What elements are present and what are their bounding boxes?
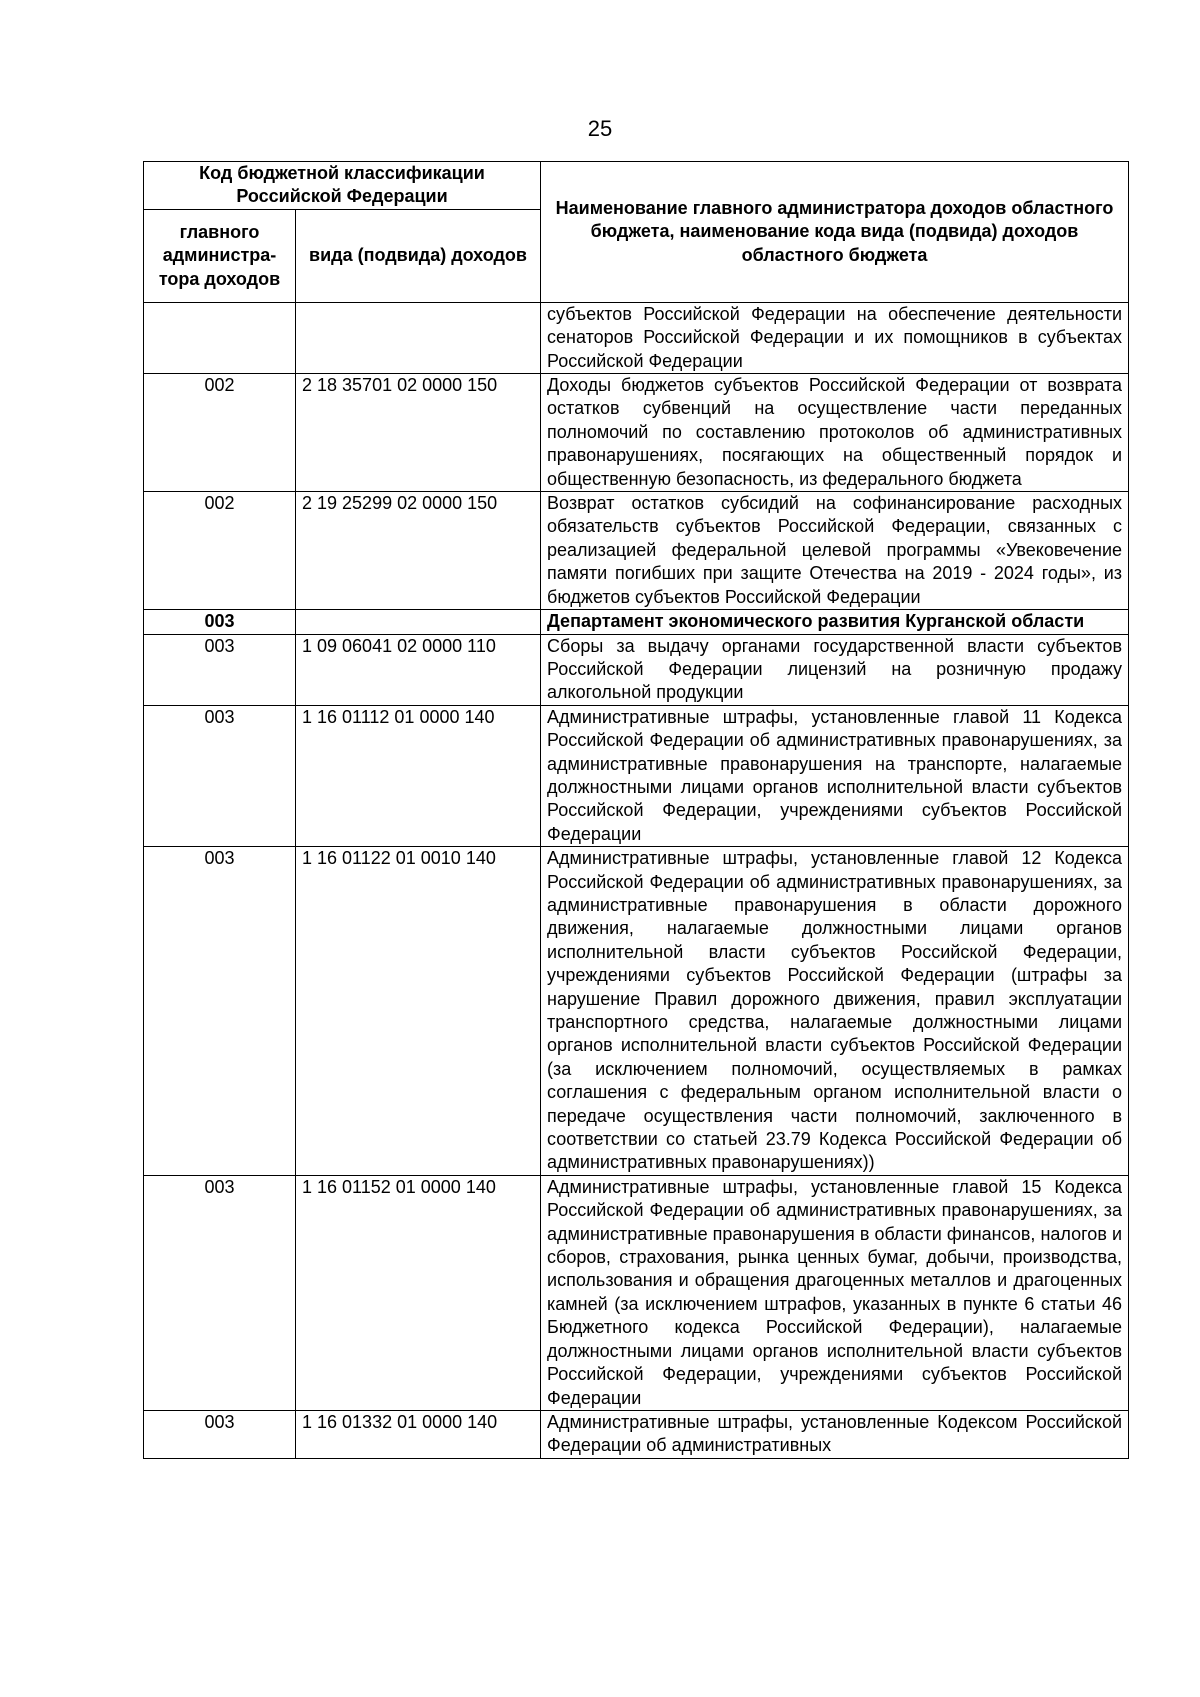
income-name-cell: Административные штрафы, установленные Кодексом Российской Федерации об административных <box>541 1410 1129 1458</box>
admin-code-cell: 002 <box>144 374 296 492</box>
table-row <box>144 705 1129 846</box>
table-body <box>144 302 1129 1458</box>
table-row <box>144 1410 1129 1458</box>
admin-code-cell: 003 <box>144 1410 296 1458</box>
income-code-cell <box>296 302 541 373</box>
header-name: Наименование главного администратора доходов областного бюджета, наименование кода вида (подвида) доходов областного бюджета <box>541 162 1129 303</box>
table-row <box>144 492 1129 610</box>
admin-code-cell <box>144 302 296 373</box>
table-row <box>144 374 1129 492</box>
income-code-cell <box>296 610 541 634</box>
admin-code-cell: 003 <box>144 1175 296 1410</box>
header-income-code: вида (подвида) доходов <box>296 209 541 302</box>
income-name-cell: субъектов Российской Федерации на обеспечение деятельности сенаторов Российской Федерации и их помощников в субъектах Российской Федерации <box>541 302 1129 373</box>
admin-code-cell: 003 <box>144 847 296 1176</box>
table-row <box>144 847 1129 1176</box>
admin-code-cell: 003 <box>144 634 296 705</box>
table-row <box>144 302 1129 373</box>
income-name-cell: Доходы бюджетов субъектов Российской Федерации от возврата остатков субвенций на осуществление части переданных полномочий по составлению протоколов об административных правонарушениях, посягающих на общественный порядок и общественную безопасность, из федерального бюджета <box>541 374 1129 492</box>
admin-code-cell: 002 <box>144 492 296 610</box>
income-code-cell: 1 09 06041 02 0000 110 <box>296 634 541 705</box>
income-name-cell: Административные штрафы, установленные главой 12 Кодекса Российской Федерации об административных правонарушениях, за административные правонарушения в области дорожного движения, налагаемые должностными лицами органов исполнительной власти субъектов Российской Федерации, учреждениями субъектов Российской Федерации (штрафы за нарушение Правил дорожного движения, правил эксплуатации транспортного средства, налагаемые должностными лицами органов исполнительной власти субъектов Российской Федерации (за исключением полномочий, осуществляемых в рамках соглашения с федеральным органом исполнительной власти о передаче осуществления части полномочий, заключенного в соответствии со статьей 23.79 Кодекса Российской Федерации об административных правонарушениях)) <box>541 847 1129 1176</box>
income-code-cell: 2 19 25299 02 0000 150 <box>296 492 541 610</box>
income-code-cell: 1 16 01152 01 0000 140 <box>296 1175 541 1410</box>
income-name-cell: Административные штрафы, установленные главой 11 Кодекса Российской Федерации об административных правонарушениях, за административные правонарушения на транспорте, налагаемые должностными лицами органов исполнительной власти субъектов Российской Федерации, учреждениями субъектов Российской Федерации <box>541 705 1129 846</box>
income-name-cell: Сборы за выдачу органами государственной власти субъектов Российской Федерации лицензий на розничную продажу алкогольной продукции <box>541 634 1129 705</box>
table-row <box>144 634 1129 705</box>
header-admin-code: главного администра-тора доходов <box>144 209 296 302</box>
admin-code-cell: 003 <box>144 610 296 634</box>
page-number: 25 <box>587 116 613 141</box>
income-code-cell: 1 16 01122 01 0010 140 <box>296 847 541 1176</box>
budget-classification-table <box>143 161 1129 1459</box>
header-classification-code: Код бюджетной классификации Российской Федерации <box>144 162 541 210</box>
income-code-cell: 1 16 01112 01 0000 140 <box>296 705 541 846</box>
income-name-cell: Административные штрафы, установленные главой 15 Кодекса Российской Федерации об административных правонарушениях, за административные правонарушения в области финансов, налогов и сборов, страхования, рынка ценных бумаг, добычи, производства, использования и обращения драгоценных металлов и драгоценных камней (за исключением штрафов, указанных в пункте 6 статьи 46 Бюджетного кодекса Российской Федерации), налагаемые должностными лицами органов исполнительной власти субъектов Российской Федерации, учреждениями субъектов Российской Федерации <box>541 1175 1129 1410</box>
income-code-cell: 1 16 01332 01 0000 140 <box>296 1410 541 1458</box>
income-name-cell: Департамент экономического развития Курганской области <box>541 610 1129 634</box>
admin-code-cell: 003 <box>144 705 296 846</box>
income-code-cell: 2 18 35701 02 0000 150 <box>296 374 541 492</box>
table-header <box>144 162 1129 303</box>
table-row <box>144 610 1129 634</box>
income-name-cell: Возврат остатков субсидий на софинансирование расходных обязательств субъектов Российской Федерации, связанных с реализацией федеральной целевой программы «Увековечение памяти погибших при защите Отечества на 2019 - 2024 годы», из бюджетов субъектов Российской Федерации <box>541 492 1129 610</box>
table-row <box>144 1175 1129 1410</box>
